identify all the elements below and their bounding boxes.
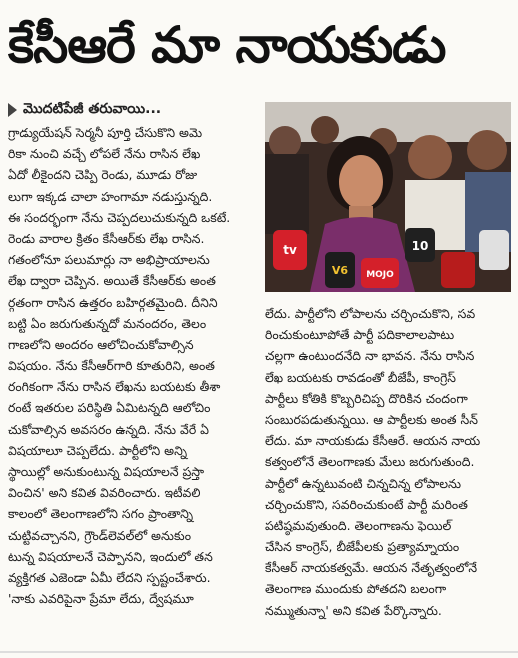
article-line: చర్చించుకొని, సవరించుకుంటే పార్టీ మరింత: [265, 496, 468, 512]
article-line: లేఖ బయటకు రావడంతో బీజేపీ, కాంగ్రెస్: [265, 369, 457, 385]
article-line: రంటే ఇతరుల పరిస్థితి ఏమిటన్నది ఆలోచిం: [8, 400, 211, 416]
article-line: కాలంలో తెలంగాణలోని సగం ప్రాంతాన్ని: [8, 506, 194, 522]
article-line: ర్గతంగా రాసిన ఉత్తరం బహిర్గతమైంది. దీనిని: [8, 294, 218, 310]
article-line: లేదు. పార్టీలోని లోపాలను చర్చించుకొని, సవ: [265, 306, 476, 321]
article-line: 'నాకు ఎవరిపైనా ప్రేమా లేదు, ద్వేషమూ: [8, 591, 194, 607]
article-line: గతంలోనూ పలుమార్లు నా అభిప్రాయాలను: [8, 252, 210, 268]
article-line: టున్న విషయాలనే చెప్పానని, ఇందులో తన: [8, 548, 213, 564]
mic-label: V6: [331, 264, 349, 277]
article-line: పార్టీలో ఉన్నటువంటి చిన్నచిన్న లోపాలను: [265, 475, 462, 491]
article-line: ఈ సందర్భంగా నేను చెప్పదలుచుకున్నది ఒకటే.: [8, 209, 231, 225]
mic-label: 10: [411, 239, 429, 253]
continued-label: మొదటిపేజీ తరువాయి...: [23, 100, 162, 117]
article-line: చుకోవాల్సిన అవసరం ఉన్నది. నేను వేరే ఏ: [8, 421, 209, 437]
article-line: కేసీఆర్ నాయకత్వమే. ఆయన నేతృత్వంలోనే: [265, 560, 478, 576]
article-line: రెండు వారాల క్రితం కేసీఆర్‌కు లేఖ రాసిన.: [8, 230, 205, 246]
press-photo-illustration: [265, 102, 511, 292]
article-line: విషయాలూ చెప్పలేదు. పార్టీలోని అన్ని: [8, 442, 188, 458]
article-line: లేఖ ద్వారా చెప్పిన. అయితే కేసీఆర్‌కు అంత: [8, 273, 216, 289]
article-line: పటిష్ఠమవుతుంది. తెలంగాణను ఫెయిల్: [265, 517, 452, 533]
article-line: సంబురపడుతున్నయి. ఆ పార్టీలకు అంత సీన్: [265, 411, 478, 427]
article-line: గ్రాడ్యుయేషన్ సెర్మనీ పూర్తి చేసుకొని అమె: [8, 125, 203, 140]
article-line: నమ్ముతున్నా' అని కవిత పేర్కొన్నారు.: [265, 602, 442, 618]
article-line: కత్వంలోనే తెలంగాణకు మేలు జరుగుతుంది.: [265, 454, 475, 470]
article-line: విషయం. నేను కేసీఆర్‌గారి కూతురిని, అంత: [8, 358, 215, 374]
mic-label: MOJO: [366, 270, 394, 280]
bottom-rule: [0, 651, 518, 653]
article-column-right: [265, 303, 511, 621]
article-line: చల్లగా ఉంటుందనేది నా భావన. నేను రాసిన: [265, 348, 475, 364]
article-column-left: [8, 122, 257, 609]
article-line: చుట్టివచ్చానని, గ్రౌండ్‌లెవల్‌లో అనుకుం: [8, 527, 191, 543]
headline: కేసీఆరే మా నాయకుడు: [8, 16, 446, 74]
continued-from-front-page: [8, 98, 161, 122]
article-line: లేదు. మా నాయకుడు కేసీఆరే. ఆయన నాయ: [265, 433, 481, 449]
article-line: లుగా ఇక్కడ చాలా హంగామా నడుస్తున్నది.: [8, 188, 213, 204]
news-photo: [265, 102, 511, 292]
mic-label: tv: [283, 243, 297, 257]
article-line: రించుకుంటూపోతే పార్టీ పదికాలాలపాటు: [265, 327, 455, 343]
article-line: బట్టి ఏం జరుగుతున్నదో మనందరం, తెలం: [8, 315, 207, 331]
article-line: వించిన' అని కవిత వివరించారు. ఇటీవలి: [8, 485, 201, 501]
article-line: చేసిన కాంగ్రెస్, బీజేపీలకు ప్రత్యామ్నాయం: [265, 539, 460, 555]
article-line: వ్యక్తిగత ఎజెండా ఏమీ లేదని స్పష్టంచేశారు.: [8, 569, 211, 585]
article-line: గాణలోని అందరం ఆలోచించుకోవాల్సిన: [8, 336, 194, 352]
article-line: స్థాయిల్లో అనుకుంటున్న విషయాలనే ప్రస్తా: [8, 464, 205, 479]
article-line: రంగికంగా నేను రాసిన లేఖను బయటకు తీశా: [8, 379, 221, 395]
article-line: ఏదో లీకైందని చెప్పి రెండు, మూడు రోజు: [8, 167, 198, 183]
article-line: తెలంగాణ ముందుకు పోతదని బలంగా: [265, 581, 447, 597]
arrow-right-icon: [8, 103, 17, 117]
article-line: పార్టీలు కోతికి కొబ్బరిచిప్ప దొరికిన చందంగా: [265, 390, 468, 406]
article-line: రికా నుంచి వచ్చే లోపలే నేను రాసిన లేఖ: [8, 146, 201, 162]
